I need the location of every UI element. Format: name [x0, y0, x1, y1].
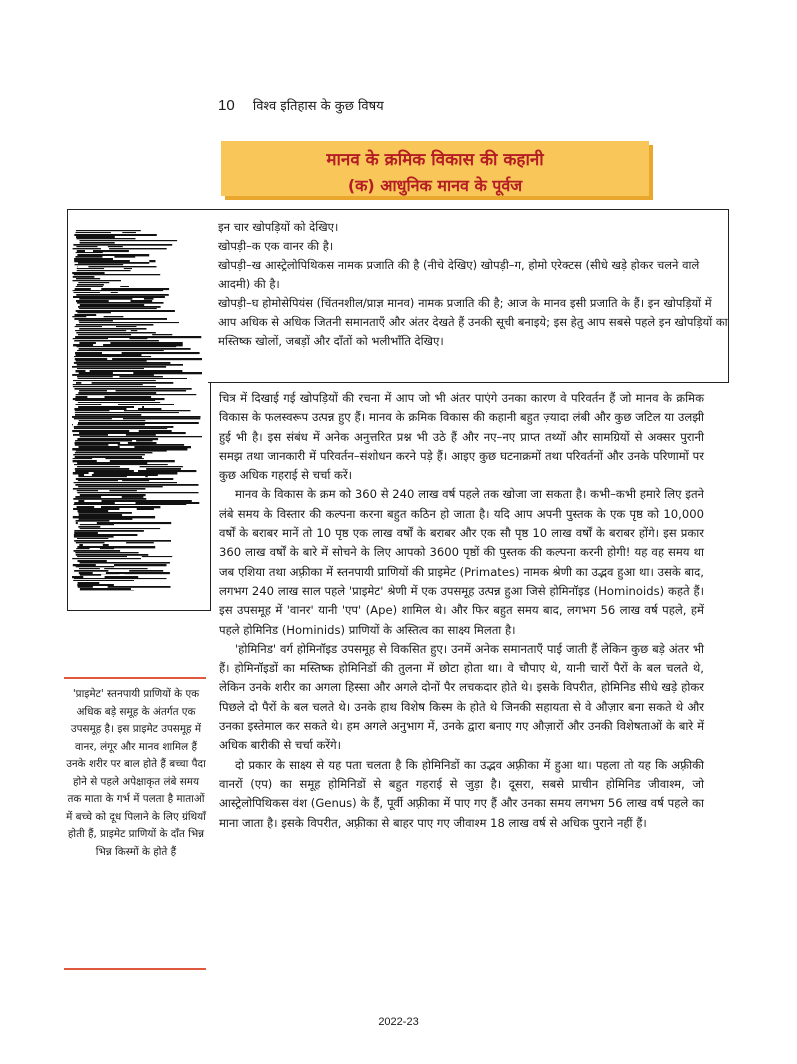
sidebar-bottom-rule — [64, 968, 206, 970]
skulls-figure-image — [68, 210, 210, 610]
paragraph: दो प्रकार के साक्ष्य से यह पता चलता है कि होमिनिडों का उद्भव अफ़्रीका में हुआ था। पहला तो यह कि अफ़्रीकी वानरों (एप) का समूह होमिनिडों से बहुत गहराई से जुड़ा है। दूसरा, सबसे प्राचीन होमिनिड जीवाश्म, जो आस्ट्रेलोपिथिकस वंश (Genus) के हैं, पूर्वी अफ़्रीका में पाए गए हैं और उनका समय लगभग 56 लाख वर्ष पहले का माना जाता है। इसके विपरीत, अफ़्रीका से बाहर पाए गए जीवाश्म 18 लाख वर्ष से अधिक पुराने नहीं हैं। — [219, 757, 704, 830]
section-title-box — [221, 141, 649, 196]
paragraph: मानव के विकास के क्रम को 360 से 240 लाख वर्ष पहले तक खोजा जा सकता है। कभी–कभी हमारे लिए इतने लंबे समय के विस्तार की कल्पना करना बहुत कठिन हो जाता है। यदि आप अपनी पुस्तक के एक पृष्ठ को 10,000 वर्षों के बराबर मानें तो 10 पृष्ठ एक लाख वर्षों के बराबर और एक सौ पृष्ठ 10 लाख वर्षों के बराबर होंगे। इस प्रकार 360 लाख वर्षों के बारे में सोचने के लिए आपको 3600 पृष्ठों की पुस्तक की कल्पना करनी होगी! यह वह समय था जब एशिया तथा अफ़्रीका में स्तनपायी प्राणियों की प्राइमेट (Primates) नामक श्रेणी का उद्भव हुआ था। उसके बाद, लगभग 240 लाख साल पहले 'प्राइमेट' श्रेणी में एक उपसमूह उत्पन्न हुआ जिसे होमिनॉइड (Hominoids) कहते हैं। इस उपसमूह में 'वानर' यानी 'एप' (Ape) शामिल थे। और फिर बहुत समय बाद, लगभग 56 लाख वर्ष पहले, हमें पहले होमिनिड (Hominids) प्राणियों के अस्तित्व का साक्ष्य मिलता है। — [219, 487, 704, 637]
main-text — [219, 389, 704, 833]
sidebar-top-rule — [64, 677, 206, 679]
instruction-line: खोपड़ी–ख आस्ट्रेलोपिथिकस नामक प्रजाति की है (नीचे देखिए) खोपड़ी–ग, होमो एरेक्टस (सीधे खड़े होकर चलने वाले आदमी) की है। — [218, 258, 700, 291]
page-number: 10 — [218, 97, 235, 114]
instruction-line: खोपड़ी–घ होमोसेपियंस (चिंतनशील/प्राज्ञ मानव) नामक प्रजाति की है; आज के मानव इसी प्रजाति के हैं। इन खोपड़ियों में आप अधिक से अधिक जितनी समानताएँ और अंतर देखते हैं उनकी सूची बनाइये; इस हेतु आप सबसे पहले इन खोपड़ियों का मस्तिष्क खोलों, जबड़ों और दाँतों को भलीभाँति देखिए। — [218, 296, 728, 348]
instruction-line: इन चार खोपड़ियों को देखिए। — [218, 220, 339, 234]
paragraph: चित्र में दिखाई गई खोपड़ियों की रचना में आप जो भी अंतर पाएंगे उनका कारण वे परिवर्तन हैं जो मानव के क्रमिक विकास के फलस्वरूप उत्पन्न हुए हैं। मानव के क्रमिक विकास की कहानी बहुत ज़्यादा लंबी और कुछ जटिल या उलझी हुई भी है। इस संबंध में अनेक अनुत्तरित प्रश्न भी उठे हैं और नए–नए प्राप्त तथ्यों और सामग्रियों से अक्सर पुरानी समझ तथा जानकारी में परिवर्तन–संशोधन करने पड़े हैं। आइए कुछ घटनाक्रमों तथा परिवर्तनों और उनके परिणामों पर कुछ अधिक गहराई से चर्चा करें। — [219, 391, 704, 483]
section-subtitle: (क) आधुनिक मानव के पूर्वज — [347, 176, 523, 195]
page-header — [218, 96, 384, 114]
paragraph: 'होमिनिड' वर्ग होमिनॉइड उपसमूह से विकसित हुए। उनमें अनेक समानताएँ पाई जाती हैं लेकिन कुछ बड़े अंतर भी हैं। होमिनॉइडों का मस्तिष्क होमिनिडों की तुलना में छोटा होता था। वे चौपाए थे, यानी चारों पैरों के बल चलते थे, लेकिन उनके शरीर का अगला हिस्सा और अगले दोनों पैर लचकदार होते थे। इसके विपरीत, होमिनिड सीधे खड़े होकर पिछले दो पैरों के बल चलते थे। उनके हाथ विशेष किस्म के होते थे जिनकी सहायता से वे औज़ार बना सकते थे और उनका इस्तेमाल कर सकते थे। हम अगले अनुभाग में, उनके द्वारा बनाए गए औज़ारों और उनकी विशेषताओं के बारे में अधिक बारीकी से चर्चा करेंगे। — [219, 641, 704, 753]
book-title: विश्व इतिहास के कुछ विषय — [252, 99, 384, 114]
section-title: मानव के क्रमिक विकास की कहानी — [326, 150, 544, 170]
skulls-figure — [67, 209, 211, 611]
page-footer: 2022-23 — [378, 1016, 419, 1028]
instruction-line: खोपड़ी–क एक वानर की है। — [218, 239, 334, 253]
activity-instructions-box — [208, 209, 729, 383]
sidebar-note: 'प्राइमेट' स्तनपायी प्राणियों के एक अधिक बड़े समूह के अंतर्गत एक उपसमूह है। इस प्राइमेट उपसमूह में वानर, लंगूर और मानव शामिल हैं उनके शरीर पर बाल होते हैं बच्चा पैदा होने से पहले अपेक्षाकृत लंबे समय तक माता के गर्भ में पलता है माताओं में बच्चे को दूध पिलाने के लिए ग्रंथियाँ होती हैं, प्राइमेट प्राणियों के दाँत भिन्न भिन्न किस्मों के होते हैं — [66, 688, 206, 858]
